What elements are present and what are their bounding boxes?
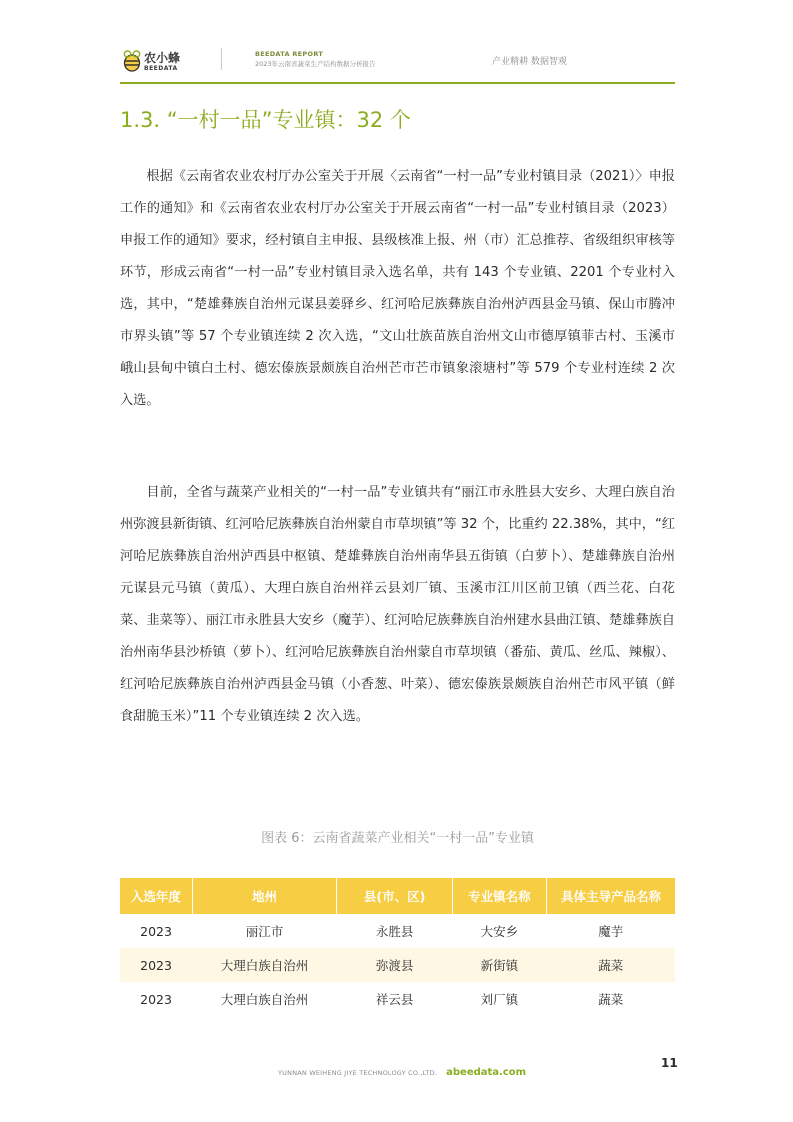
cell-year: 2023 (140, 923, 172, 939)
cell-prefecture: 大理白族自治州 (220, 992, 309, 1007)
cell-product: 蔬菜 (547, 948, 676, 982)
cell-town: 新街镇 (452, 948, 546, 982)
logo-subtext: BEEDATA (144, 65, 178, 72)
column-header-product: 具体主导产品名称 (547, 878, 676, 914)
bee-icon (120, 49, 144, 73)
table-row (120, 982, 675, 1016)
logo-wordmark: 农小蜂 (144, 51, 181, 65)
cell-town: 大安乡 (480, 924, 519, 939)
body-paragraph-2: 目前，全省与蔬菜产业相关的“一村一品”专业镇共有“丽江市永胜县大安乡、大理白族自治州弥渡县新街镇、红河哈尼族彝族自治州蒙自市草坝镇”等 32 个，比重约 22.38%，其中，“红河哈尼族彝族自治州泸西县中枢镇、楚雄彝族自治州南华县五街镇（白萝卜）、楚雄彝族自治州元谋县元马镇（黄瓜）、大理白族自治州祥云县刘厂镇、玉溪市江川区前卫镇（西兰花、白花菜、韭菜等）、丽江市永胜县大安乡（魔芋）、红河哈尼族彝族自治州建水县曲江镇、楚雄彝族自治州南华县沙桥镇（萝卜）、红河哈尼族彝族自治州蒙自市草坝镇（番茄、黄瓜、丝瓜、辣椒）、红河哈尼族彝族自治州泸西县金马镇（小香葱、叶菜）、德宏傣族景颇族自治州芒市风平镇（鲜食甜脆玉米）”11 个专业镇连续 2 次入选。 (120, 485, 675, 724)
table-header-row (120, 878, 675, 914)
column-header-year: 入选年度 (120, 878, 192, 914)
report-label-en: BEEDATA REPORT (255, 50, 324, 58)
cell-year: 2023 (120, 948, 192, 982)
cell-town: 刘厂镇 (480, 992, 519, 1007)
page-number: 11 (661, 1056, 678, 1070)
cell-product: 蔬菜 (598, 992, 624, 1007)
specialty-town-table (120, 878, 675, 1016)
header-slogan: 产业精耕 数据智观 (492, 57, 567, 67)
page-header (120, 44, 675, 84)
body-paragraph-1: 根据《云南省农业农村厅办公室关于开展〈云南省“一村一品”专业村镇目录（2021）〉申报工作的通知》和《云南省农业农村厅办公室关于开展云南省“一村一品”专业村镇目录（2023）申报工作的通知》要求，经村镇自主申报、县级核准上报、州（市）汇总推荐、省级组织审核等环节，形成云南省“一村一品”专业村镇目录入选名单，共有 143 个专业镇、2201 个专业村入选，其中，“楚雄彝族自治州元谋县姜驿乡、红河哈尼族彝族自治州泸西县金马镇、保山市腾冲市界头镇”等 57 个专业镇连续 2 次入选，“文山壮族苗族自治州文山市德厚镇菲古村、玉溪市峨山县甸中镇白土村、德宏傣族景颇族自治州芒市芒市镇象滚塘村”等 579 个专业村连续 2 次入选。 (120, 169, 675, 408)
report-title: 2023年云南省蔬菜生产结构数据分析报告 (255, 60, 376, 68)
footer-company-name: YUNNAN WEIHENG JIYE TECHNOLOGY CO.,LTD. (278, 1069, 438, 1077)
table-row (120, 914, 675, 948)
table-row (120, 948, 675, 982)
section-title: 1.3. “一村一品”专业镇：32 个 (120, 108, 411, 132)
cell-product: 魔芋 (598, 924, 624, 939)
header-divider (221, 48, 222, 70)
cell-county: 祥云县 (375, 992, 414, 1007)
column-header-prefecture: 地州 (192, 878, 337, 914)
cell-year: 2023 (140, 991, 172, 1007)
cell-prefecture: 丽江市 (245, 924, 284, 939)
footer-website-link[interactable]: abeedata.com (446, 1067, 527, 1078)
cell-prefecture: 大理白族自治州 (192, 948, 337, 982)
column-header-town: 专业镇名称 (452, 878, 546, 914)
table-caption: 图表 6：云南省蔬菜产业相关“一村一品”专业镇 (261, 831, 534, 846)
page-footer (278, 1060, 526, 1079)
cell-county: 永胜县 (375, 924, 414, 939)
header-rule (120, 82, 675, 84)
cell-county: 弥渡县 (337, 948, 452, 982)
column-header-county: 县(市、区) (337, 878, 452, 914)
brand-logo (120, 46, 220, 80)
